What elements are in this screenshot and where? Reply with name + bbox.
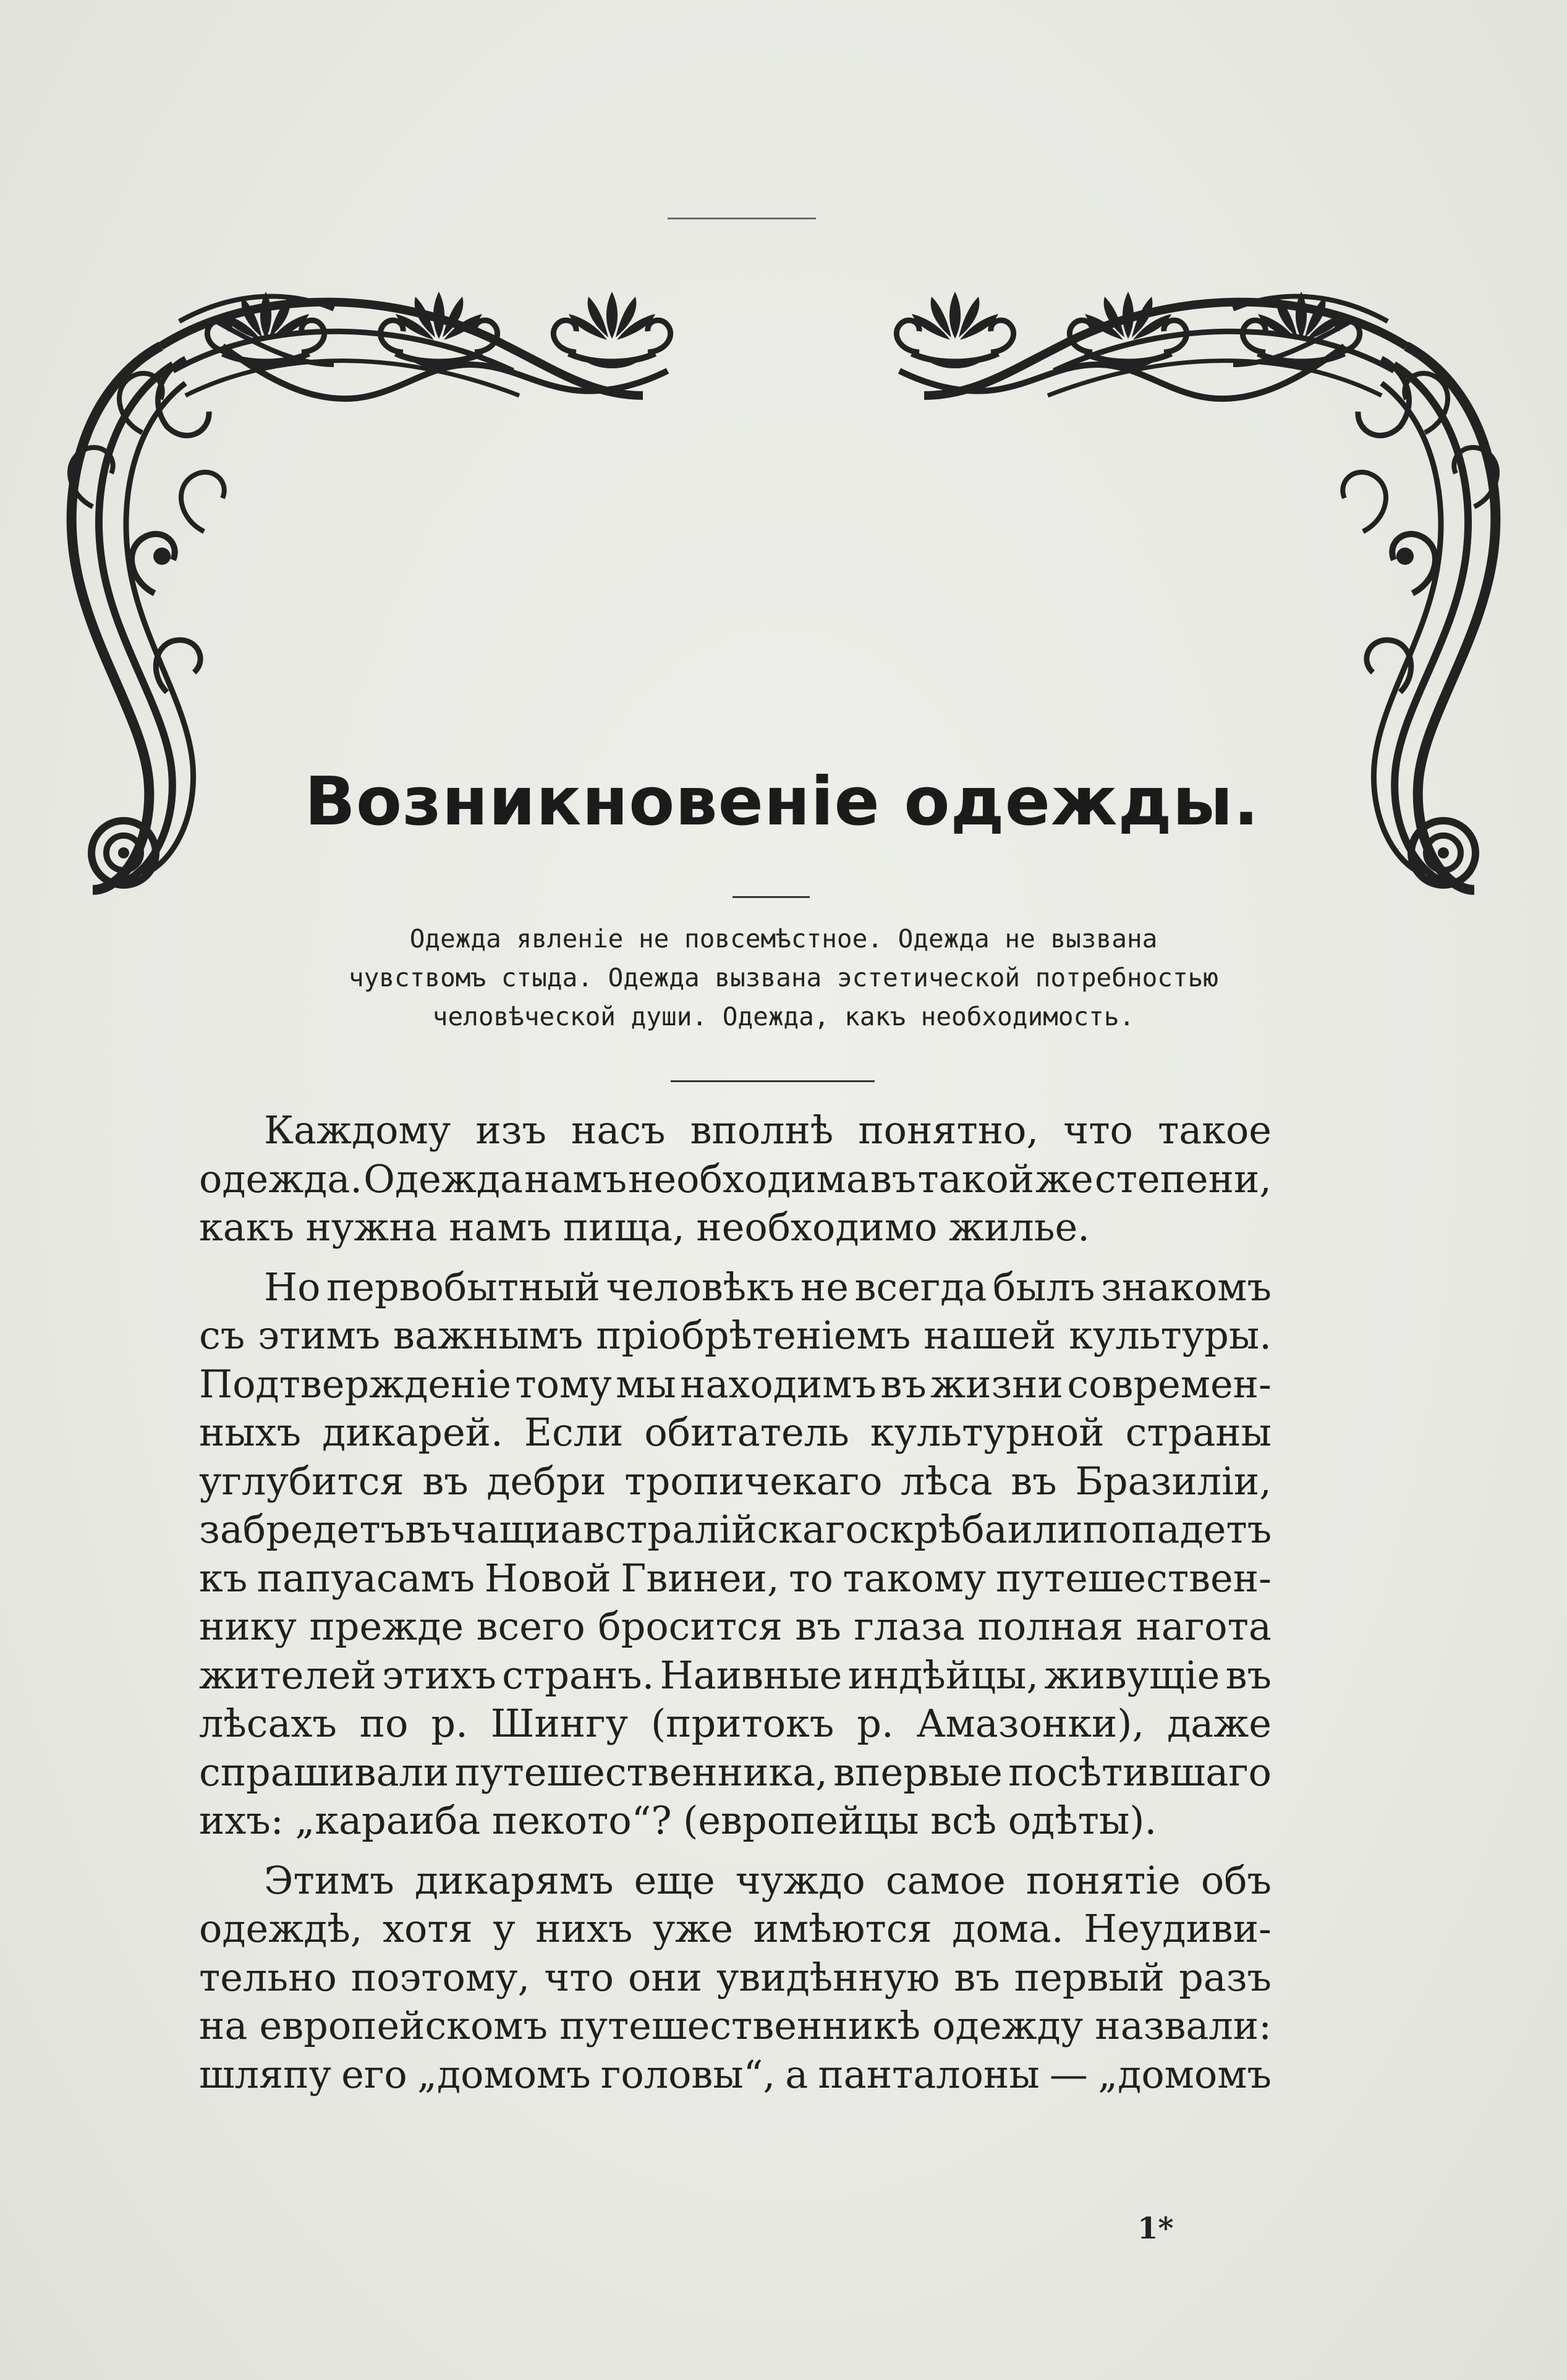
text-line: къ папуасамъ Новой Гвинеи, то такому путешествен-	[199, 1555, 1272, 1601]
summary-line: Одежда явленіе не повсемѣстное. Одежда не вызвана	[409, 924, 1158, 954]
text-line: Подтвержденіе тому мы находимъ въ жизни современ-	[199, 1361, 1272, 1407]
text-line: спрашивали путешественника, впервые посѣтившаго	[199, 1749, 1272, 1795]
text-line: тельно поэтому, что они увидѣнную въ первый разъ	[199, 1954, 1272, 2000]
body-text	[199, 1106, 1272, 2099]
chapter-title: Возникновеніе одежды.	[304, 763, 1260, 841]
paragraph	[199, 1106, 1272, 1252]
summary-line: человѣческой души. Одежда, какъ необходимость.	[432, 1002, 1135, 1031]
text-line: ныхъ дикарей. Если обитатель культурной страны	[199, 1410, 1272, 1455]
chapter-summary	[185, 920, 1382, 1036]
text-line: ихъ: „караиба пекото“? (европейцы всѣ одѣты).	[199, 1798, 1157, 1843]
text-line: одеждѣ, хотя у нихъ уже имѣются дома. Неудиви-	[199, 1906, 1272, 1951]
text-line: шляпу его „домомъ головы“, а панталоны — „домомъ	[199, 2051, 1272, 2097]
text-line: жителей этихъ странъ. Наивные индѣйцы, живущіе въ	[199, 1652, 1272, 1698]
paragraph	[199, 1857, 1272, 2099]
page-number: 1*	[1137, 2211, 1174, 2246]
title-underline	[733, 896, 810, 898]
summary-line: чувствомъ стыда. Одежда вызвана эстетической потребностью	[349, 963, 1218, 993]
text-line: Но первобытный человѣкъ не всегда былъ знакомъ	[264, 1264, 1272, 1310]
text-line: углубится въ дебри тропичекаго лѣса въ Бразиліи,	[199, 1458, 1272, 1504]
text-line: лѣсахъ по р. Шингу (притокъ р. Амазонки), даже	[199, 1701, 1272, 1746]
text-line: забредетъ въ чащи австралійскаго скрѣба или попадетъ	[199, 1507, 1272, 1552]
summary-rule	[671, 1080, 875, 1082]
text-line: Этимъ дикарямъ еще чуждо самое понятіе объ	[264, 1857, 1272, 1903]
paragraph	[199, 1263, 1272, 1845]
text-line: одежда. Одежда намъ необходима въ такой же степени,	[199, 1156, 1272, 1201]
text-line: Каждому изъ насъ вполнѣ понятно, что такое	[264, 1107, 1272, 1153]
text-line: на европейскомъ путешественникѣ одежду назвали:	[199, 2003, 1272, 2048]
text-line: съ этимъ важнымъ пріобрѣтеніемъ нашей культуры.	[199, 1313, 1272, 1358]
text-line: нику прежде всего бросится въ глаза полная нагота	[199, 1604, 1272, 1649]
text-line: какъ нужна намъ пища, необходимо жилье.	[199, 1205, 1090, 1250]
